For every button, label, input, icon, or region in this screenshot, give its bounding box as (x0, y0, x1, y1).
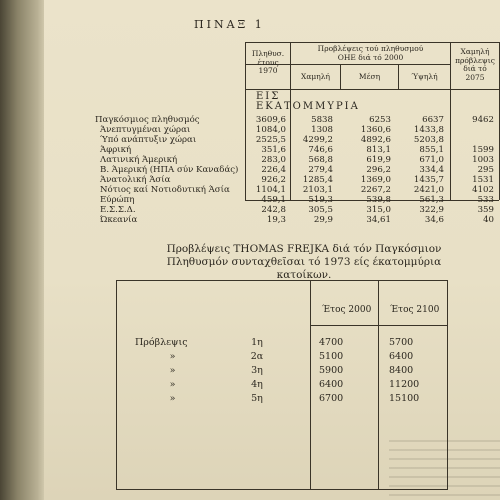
book-spine (0, 0, 44, 500)
row-label: Ύπό ανάπτυξιν χώραι (100, 135, 197, 145)
cell-p1970: 351,6 (261, 145, 286, 155)
t2-label: Πρόβλεψις (135, 337, 188, 348)
book-page (44, 0, 500, 500)
t2-label: » (169, 365, 176, 376)
cell-mid: 1369,0 (360, 175, 391, 185)
row-label: Ώκεανία (100, 215, 138, 225)
cell-high: 334,4 (419, 165, 444, 175)
header-pop1970: Πληθυσ. έτους 1970 (251, 49, 285, 75)
row-label: Νότιος καί Νοτιοδυτική Άσία (100, 185, 230, 195)
cell-mid: 619,9 (366, 155, 391, 165)
row-label: Εύρώπη (100, 195, 135, 205)
t2-y2000: 6400 (319, 379, 344, 390)
t2-ord: 4η (251, 379, 263, 390)
cell-p1970: 242,8 (261, 205, 286, 215)
cell-low: 2103,1 (302, 185, 333, 195)
table2 (116, 280, 448, 490)
cell-low: 568,8 (308, 155, 333, 165)
cell-y2075: 4102 (472, 185, 494, 195)
cell-low: 279,4 (308, 165, 333, 175)
cell-y2075: 9462 (472, 115, 494, 125)
t2-label: » (169, 379, 176, 390)
t2-ord: 1η (251, 337, 263, 348)
header-2075: Χαμηλή πρόβλεψις διά τό 2075 (455, 47, 495, 82)
t2-label: » (169, 351, 176, 362)
cell-low: 519,3 (308, 195, 333, 205)
cell-low: 29,9 (313, 215, 333, 225)
cell-y2075: 40 (483, 215, 494, 225)
col-2100-header: Έτος 2100 (390, 305, 440, 315)
unit-label: ΕΙΣ ΕΚΑΤΟΜΜΥΡΙΑ (256, 91, 360, 112)
row-label: Λατινική Άμερική (100, 155, 178, 165)
cell-p1970: 459,1 (261, 195, 286, 205)
cell-high: 1435,7 (413, 175, 444, 185)
cell-high: 671,0 (419, 155, 444, 165)
row-label: Β. Άμερική (ΗΠΑ σύν Καναδάς) (100, 165, 239, 175)
t2-y2100: 8400 (389, 365, 414, 376)
cell-y2075: 1599 (472, 145, 494, 155)
cell-mid: 539,8 (366, 195, 391, 205)
cell-high: 855,1 (419, 145, 444, 155)
cell-low: 305,5 (308, 205, 333, 215)
cell-low: 1285,4 (302, 175, 333, 185)
table1-title: ΠΙΝΑΞ 1 (194, 18, 265, 31)
row-label: Παγκόσμιος πληθυσμός (95, 115, 200, 125)
cell-p1970: 2525,5 (255, 135, 286, 145)
t2-y2100: 15100 (389, 393, 420, 404)
cell-p1970: 19,3 (266, 215, 286, 225)
row-label: Ε.Σ.Σ.Δ. (100, 205, 136, 215)
cell-p1970: 926,2 (261, 175, 286, 185)
cell-mid: 813,1 (366, 145, 391, 155)
header-high: Ύψηλή (411, 72, 438, 81)
t2-y2100: 5700 (389, 337, 414, 348)
t2-y2000: 5900 (319, 365, 344, 376)
cell-mid: 1360,6 (360, 125, 391, 135)
row-label: Άνεπτυγμέναι χώραι (100, 125, 191, 135)
t2-y2100: 11200 (389, 379, 420, 390)
cell-low: 5838 (311, 115, 333, 125)
cell-p1970: 3609,6 (255, 115, 286, 125)
row-label: Άφρική (100, 145, 132, 155)
t2-y2000: 4700 (319, 337, 344, 348)
cell-mid: 6253 (369, 115, 391, 125)
header-low: Χαμηλή (300, 72, 331, 81)
t2-ord: 2α (250, 351, 264, 362)
cell-mid: 2267,2 (360, 185, 391, 195)
cell-y2075: 359 (477, 205, 494, 215)
cell-y2075: 1531 (472, 175, 494, 185)
cell-low: 4299,2 (302, 135, 333, 145)
t2-y2000: 5100 (319, 351, 344, 362)
t2-label: » (169, 393, 176, 404)
cell-high: 5203,8 (413, 135, 444, 145)
cell-p1970: 283,0 (261, 155, 286, 165)
cell-mid: 315,0 (366, 205, 391, 215)
cell-low: 1308 (311, 125, 333, 135)
cell-p1970: 226,4 (261, 165, 286, 175)
cell-y2075: 533 (477, 195, 494, 205)
col-2000-header: Έτος 2000 (322, 305, 372, 315)
t2-ord: 3η (251, 365, 263, 376)
row-label: Άνατολική Άσία (100, 175, 171, 185)
cell-low: 746,6 (308, 145, 333, 155)
cell-mid: 4892,6 (360, 135, 391, 145)
table2-title: Προβλέψεις THOMAS FREJKA διά τόν Παγκόσμιον Πληθυσμόν συνταχθεῖσαι τό 1973 είς έκατομμύρια κατοίκων. (166, 243, 442, 281)
t2-y2000: 6700 (319, 393, 344, 404)
t2-y2100: 6400 (389, 351, 414, 362)
cell-y2075: 1003 (472, 155, 494, 165)
cell-p1970: 1084,0 (255, 125, 286, 135)
cell-high: 322,9 (419, 205, 444, 215)
header-mid: Μέση (358, 72, 381, 81)
cell-y2075: 295 (477, 165, 494, 175)
cell-p1970: 1104,1 (255, 185, 286, 195)
cell-mid: 296,2 (366, 165, 391, 175)
cell-high: 34,6 (424, 215, 444, 225)
cell-mid: 34,61 (366, 215, 391, 225)
cell-high: 2421,0 (413, 185, 444, 195)
header-un-projections: Προβλέψεις τού πληθυσμού ΟΗΕ διά τό 2000 (317, 44, 424, 62)
cell-high: 1433,8 (413, 125, 444, 135)
cell-high: 561,3 (419, 195, 444, 205)
t2-ord: 5η (251, 393, 263, 404)
cell-high: 6637 (422, 115, 444, 125)
